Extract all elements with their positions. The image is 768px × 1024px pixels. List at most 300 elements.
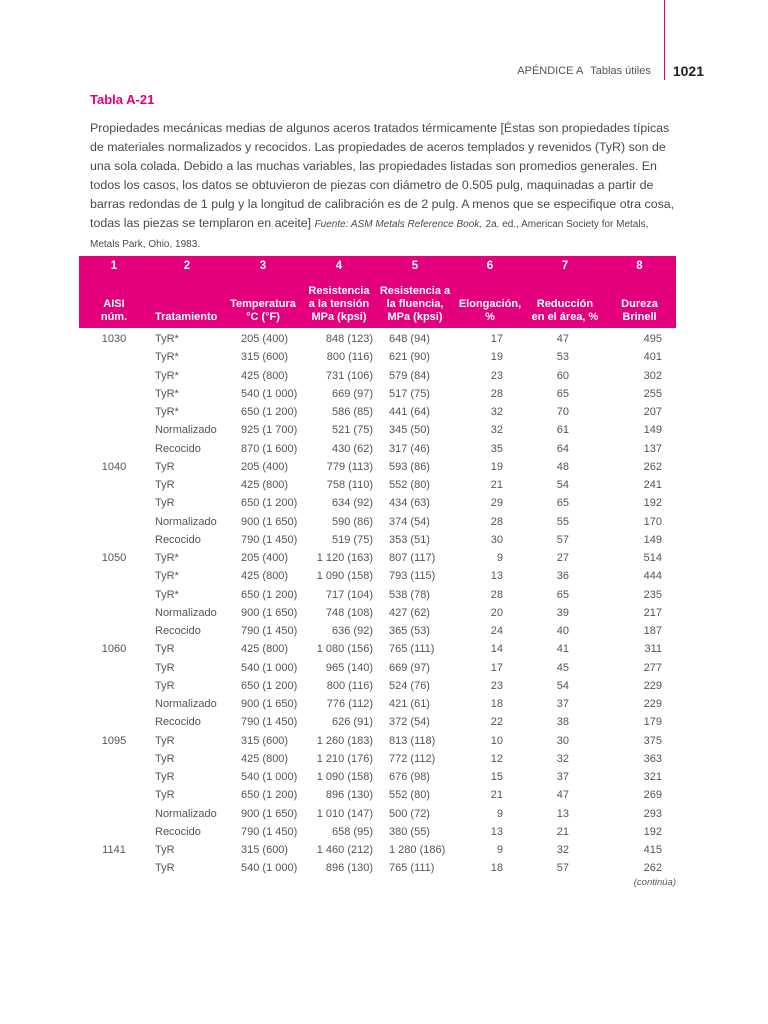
cell-elongation: 29: [490, 497, 503, 510]
cell-area-reduction: 38: [556, 716, 569, 729]
cell-treatment: Normalizado: [155, 606, 217, 619]
cell-aisi: [79, 604, 149, 622]
cell-yield: 793 (115): [389, 570, 436, 583]
cell-hardness: 321: [643, 771, 662, 784]
cell-yield: 1 280 (186): [389, 844, 446, 857]
cell-temperature: 315 (600): [241, 351, 289, 364]
cell-yield: 372 (54): [389, 716, 430, 729]
cell-hardness: 311: [644, 643, 662, 656]
cell-treatment: Recocido: [155, 442, 201, 455]
cell-elongation: 21: [490, 479, 503, 492]
cell-tensile: 1 210 (176): [316, 752, 373, 765]
cell-tensile: 1 080 (156): [316, 643, 373, 656]
cell-tensile: 636 (92): [332, 625, 373, 638]
cell-elongation: 9: [496, 552, 503, 565]
cell-temperature: 650 (1 200): [241, 789, 298, 802]
cell-aisi: [79, 659, 149, 677]
cell-hardness: 302: [643, 369, 662, 382]
table-row: [79, 713, 676, 731]
cell-area-reduction: 47: [556, 789, 569, 802]
cell-yield: 345 (50): [389, 424, 430, 437]
cell-treatment: TyR*: [155, 387, 179, 400]
cell-hardness: 255: [643, 387, 662, 400]
cell-hardness: 170: [643, 515, 662, 528]
cell-tensile: 634 (92): [332, 497, 373, 510]
cell-elongation: 19: [490, 460, 503, 473]
cell-temperature: 900 (1 650): [241, 807, 298, 820]
table-row: [79, 494, 676, 512]
cell-tensile: 1 090 (158): [316, 771, 373, 784]
cell-elongation: 10: [490, 734, 503, 747]
cell-temperature: 425 (800): [241, 752, 289, 765]
cell-treatment: TyR: [155, 460, 175, 473]
cell-area-reduction: 47: [556, 333, 569, 346]
cell-temperature: 925 (1 700): [241, 424, 298, 437]
cell-yield: 353 (51): [389, 533, 430, 546]
header-section: APÉNDICE A: [517, 65, 584, 77]
table-row: [79, 622, 676, 640]
cell-yield: 772 (112): [389, 752, 436, 765]
table-row: [79, 458, 676, 476]
column-header-yield-strength: Resistencia a la fluencia, MPa (kpsi): [379, 285, 451, 323]
cell-temperature: 650 (1 200): [241, 679, 298, 692]
cell-elongation: 24: [490, 625, 503, 638]
cell-hardness: 293: [643, 807, 662, 820]
cell-treatment: TyR: [155, 643, 175, 656]
cell-hardness: 187: [643, 625, 662, 638]
cell-elongation: 32: [490, 424, 503, 437]
column-number-row: [79, 256, 676, 276]
cell-elongation: 23: [490, 369, 503, 382]
table-row: [79, 385, 676, 403]
cell-treatment: Normalizado: [155, 698, 217, 711]
cell-aisi: [79, 494, 149, 512]
table-row: [79, 348, 676, 366]
cell-aisi: [79, 713, 149, 731]
cell-temperature: 425 (800): [241, 369, 289, 382]
cell-area-reduction: 39: [556, 606, 569, 619]
cell-temperature: 540 (1 000): [241, 661, 298, 674]
cell-tensile: 1 120 (163): [316, 552, 373, 565]
cell-area-reduction: 41: [556, 643, 569, 656]
cell-yield: 434 (63): [389, 497, 430, 510]
cell-hardness: 229: [643, 679, 662, 692]
cell-yield: 441 (64): [389, 406, 430, 419]
cell-temperature: 790 (1 450): [241, 716, 298, 729]
cell-area-reduction: 45: [556, 661, 569, 674]
table-row: [79, 440, 676, 458]
running-header: [517, 62, 704, 80]
cell-elongation: 30: [490, 533, 503, 546]
cell-yield: 365 (53): [389, 625, 430, 638]
table-row: [79, 677, 676, 695]
cell-temperature: 315 (600): [241, 844, 289, 857]
column-number: 3: [259, 260, 267, 272]
cell-tensile: 758 (110): [326, 479, 373, 492]
cell-elongation: 12: [490, 752, 503, 765]
cell-treatment: TyR*: [155, 351, 179, 364]
cell-hardness: 179: [643, 716, 662, 729]
cell-tensile: 669 (97): [332, 387, 373, 400]
cell-aisi: [79, 403, 149, 421]
cell-treatment: Normalizado: [155, 515, 217, 528]
cell-treatment: TyR: [155, 771, 175, 784]
cell-temperature: 650 (1 200): [241, 406, 298, 419]
cell-temperature: 205 (400): [241, 460, 289, 473]
cell-elongation: 17: [490, 333, 503, 346]
cell-yield: 621 (90): [389, 351, 430, 364]
table-row: [79, 823, 676, 841]
cell-tensile: 800 (116): [326, 679, 373, 692]
column-number: 6: [486, 260, 494, 272]
cell-temperature: 205 (400): [241, 333, 289, 346]
cell-aisi: [79, 695, 149, 713]
cell-treatment: TyR: [155, 752, 175, 765]
cell-yield: 579 (84): [389, 369, 430, 382]
cell-yield: 517 (75): [389, 387, 430, 400]
cell-area-reduction: 55: [556, 515, 569, 528]
cell-hardness: 229: [643, 698, 662, 711]
properties-table: [79, 256, 676, 878]
column-header-temperature: Temperatura °C (°F): [230, 298, 296, 323]
column-header-area-reduction: Reducción en el área, %: [531, 298, 599, 323]
column-number: 7: [561, 260, 569, 272]
cell-treatment: Recocido: [155, 825, 201, 838]
cell-elongation: 21: [490, 789, 503, 802]
cell-area-reduction: 21: [556, 825, 569, 838]
cell-hardness: 363: [643, 752, 662, 765]
table-row: [79, 476, 676, 494]
column-header-elongation: Elongación, %: [458, 298, 522, 323]
cell-area-reduction: 65: [556, 387, 569, 400]
column-number: 1: [110, 260, 118, 272]
cell-temperature: 870 (1 600): [241, 442, 298, 455]
cell-aisi: [79, 567, 149, 585]
cell-temperature: 425 (800): [241, 479, 289, 492]
cell-hardness: 277: [643, 661, 662, 674]
continues-note: (continúa): [633, 877, 676, 888]
cell-aisi: [79, 531, 149, 549]
cell-yield: 765 (111): [389, 862, 435, 875]
cell-elongation: 13: [490, 570, 503, 583]
table-row: [79, 513, 676, 531]
cell-area-reduction: 32: [556, 752, 569, 765]
cell-yield: 807 (117): [389, 552, 436, 565]
cell-area-reduction: 60: [556, 369, 569, 382]
cell-hardness: 217: [643, 606, 662, 619]
cell-area-reduction: 32: [556, 844, 569, 857]
cell-yield: 374 (54): [389, 515, 430, 528]
cell-area-reduction: 53: [556, 351, 569, 364]
cell-elongation: 20: [490, 606, 503, 619]
cell-area-reduction: 48: [556, 460, 569, 473]
cell-yield: 524 (76): [389, 679, 430, 692]
cell-area-reduction: 40: [556, 625, 569, 638]
cell-tensile: 748 (108): [325, 606, 373, 619]
table-row: [79, 531, 676, 549]
cell-treatment: TyR: [155, 479, 175, 492]
cell-treatment: Recocido: [155, 533, 201, 546]
cell-treatment: TyR: [155, 734, 175, 747]
cell-hardness: 415: [643, 844, 662, 857]
cell-tensile: 658 (95): [332, 825, 373, 838]
cell-temperature: 790 (1 450): [241, 533, 298, 546]
cell-hardness: 269: [643, 789, 662, 802]
cell-temperature: 790 (1 450): [241, 825, 298, 838]
cell-yield: 552 (80): [389, 789, 430, 802]
cell-area-reduction: 65: [556, 588, 569, 601]
cell-aisi: 1030: [101, 333, 127, 346]
cell-tensile: 779 (113): [326, 460, 373, 473]
cell-elongation: 15: [490, 771, 503, 784]
cell-elongation: 9: [496, 844, 503, 857]
page-number: 1021: [664, 62, 704, 80]
cell-elongation: 32: [490, 406, 503, 419]
table-row: [79, 421, 676, 439]
cell-yield: 538 (78): [389, 588, 430, 601]
cell-hardness: 235: [643, 588, 662, 601]
cell-elongation: 18: [490, 862, 503, 875]
table-title: Tabla A-21: [90, 92, 155, 107]
cell-tensile: 1 090 (158): [316, 570, 373, 583]
table-row: [79, 786, 676, 804]
cell-yield: 669 (97): [389, 661, 430, 674]
cell-area-reduction: 54: [556, 479, 569, 492]
cell-elongation: 28: [490, 588, 503, 601]
cell-temperature: 425 (800): [241, 570, 289, 583]
cell-yield: 552 (80): [389, 479, 430, 492]
cell-area-reduction: 37: [556, 771, 569, 784]
caption-source-rest: 2a. ed., American Society for Metals, Metals Park, Ohio, 1983.: [90, 219, 649, 250]
cell-aisi: [79, 367, 149, 385]
cell-area-reduction: 37: [556, 698, 569, 711]
cell-yield: 676 (98): [389, 771, 430, 784]
cell-elongation: 22: [490, 716, 503, 729]
cell-treatment: TyR*: [155, 552, 179, 565]
cell-tensile: 896 (130): [325, 862, 373, 875]
cell-temperature: 650 (1 200): [241, 588, 298, 601]
cell-treatment: Normalizado: [155, 807, 217, 820]
cell-elongation: 13: [490, 825, 503, 838]
caption-text: Propiedades mecánicas medias de algunos aceros tratados térmicamente [Éstas son propiedades típicas de materiales normalizados y recocidos. Las propiedades de aceros templados y revenidos (TyR) son de una sola colada. Debido a las muchas variables, las propiedades listadas son promedios generales. En todos los casos, los datos se obtuvieron de piezas con diámetro de 0.505 pulg, maquinadas a partir de barras redondas de 1 pulg y la longitud de calibración es de 2 pulg. A menos que se especifique otra cosa, todas las piezas se templaron en aceite]: [90, 121, 675, 230]
cell-area-reduction: 54: [556, 679, 569, 692]
cell-hardness: 401: [643, 351, 662, 364]
cell-area-reduction: 61: [556, 424, 569, 437]
cell-area-reduction: 64: [556, 442, 569, 455]
cell-elongation: 19: [490, 351, 503, 364]
cell-treatment: TyR*: [155, 570, 179, 583]
cell-hardness: 444: [643, 570, 662, 583]
cell-tensile: 731 (106): [325, 369, 373, 382]
cell-elongation: 9: [496, 807, 503, 820]
column-number: 8: [636, 260, 643, 272]
cell-area-reduction: 36: [556, 570, 569, 583]
cell-elongation: 28: [490, 387, 503, 400]
cell-aisi: 1040: [101, 460, 127, 473]
cell-treatment: TyR: [155, 844, 175, 857]
cell-aisi: 1095: [101, 734, 127, 747]
cell-elongation: 23: [490, 679, 503, 692]
cell-temperature: 315 (600): [241, 734, 289, 747]
cell-aisi: [79, 622, 149, 640]
cell-tensile: 1 260 (183): [316, 734, 373, 747]
table-body: [79, 328, 676, 878]
cell-yield: 317 (46): [389, 442, 430, 455]
cell-tensile: 717 (104): [325, 588, 373, 601]
column-number: 2: [183, 260, 191, 272]
cell-hardness: 137: [643, 442, 662, 455]
table-row: [79, 604, 676, 622]
column-number: 4: [335, 260, 343, 272]
cell-treatment: TyR*: [155, 369, 179, 382]
cell-temperature: 900 (1 650): [241, 698, 298, 711]
cell-yield: 380 (55): [389, 825, 430, 838]
cell-temperature: 650 (1 200): [241, 497, 298, 510]
table-row: [79, 567, 676, 585]
cell-treatment: TyR: [155, 661, 175, 674]
cell-tensile: 896 (130): [325, 789, 373, 802]
cell-elongation: 14: [490, 643, 503, 656]
column-header-aisi: AISI núm.: [100, 298, 128, 323]
cell-tensile: 626 (91): [332, 716, 373, 729]
cell-tensile: 776 (112): [326, 698, 373, 711]
cell-treatment: TyR*: [155, 588, 179, 601]
cell-yield: 765 (111): [389, 643, 435, 656]
cell-temperature: 205 (400): [241, 552, 289, 565]
header-subsection: Tablas útiles: [590, 65, 651, 77]
caption-source-label: Fuente: ASM Metals Reference Book,: [314, 219, 483, 230]
cell-hardness: 262: [643, 460, 662, 473]
cell-tensile: 586 (85): [332, 406, 373, 419]
table-row: [79, 586, 676, 604]
cell-hardness: 149: [643, 424, 662, 437]
cell-aisi: [79, 586, 149, 604]
table-row: [79, 659, 676, 677]
cell-aisi: [79, 768, 149, 786]
column-number: 5: [411, 260, 419, 272]
cell-tensile: 590 (86): [332, 515, 373, 528]
cell-aisi: [79, 805, 149, 823]
cell-aisi: [79, 823, 149, 841]
cell-area-reduction: 65: [556, 497, 569, 510]
cell-hardness: 207: [643, 406, 662, 419]
table-row: [79, 549, 676, 567]
cell-hardness: 495: [643, 333, 662, 346]
cell-tensile: 800 (116): [326, 351, 373, 364]
cell-aisi: [79, 476, 149, 494]
cell-temperature: 540 (1 000): [241, 862, 298, 875]
cell-treatment: TyR: [155, 679, 175, 692]
cell-aisi: [79, 385, 149, 403]
cell-area-reduction: 57: [556, 533, 569, 546]
cell-tensile: 521 (75): [332, 424, 373, 437]
table-row: [79, 695, 676, 713]
cell-hardness: 149: [643, 533, 662, 546]
cell-yield: 427 (62): [389, 606, 430, 619]
cell-aisi: [79, 786, 149, 804]
cell-hardness: 514: [643, 552, 662, 565]
cell-temperature: 425 (800): [241, 643, 289, 656]
cell-temperature: 790 (1 450): [241, 625, 298, 638]
cell-aisi: [79, 677, 149, 695]
cell-treatment: TyR*: [155, 333, 179, 346]
cell-treatment: TyR: [155, 862, 175, 875]
cell-hardness: 192: [643, 825, 662, 838]
cell-treatment: Normalizado: [155, 424, 217, 437]
cell-tensile: 1 460 (212): [316, 844, 373, 857]
cell-area-reduction: 13: [556, 807, 569, 820]
cell-area-reduction: 70: [556, 406, 569, 419]
cell-elongation: 18: [490, 698, 503, 711]
cell-yield: 593 (86): [389, 460, 430, 473]
cell-yield: 648 (94): [389, 333, 430, 346]
table-row: [79, 640, 676, 658]
cell-hardness: 262: [643, 862, 662, 875]
cell-tensile: 430 (62): [332, 442, 373, 455]
table-row: [79, 403, 676, 421]
cell-aisi: 1050: [101, 552, 127, 565]
cell-treatment: TyR*: [155, 406, 179, 419]
cell-hardness: 375: [643, 734, 662, 747]
cell-aisi: [79, 348, 149, 366]
cell-yield: 813 (118): [389, 734, 436, 747]
cell-treatment: Recocido: [155, 625, 201, 638]
column-header-row: [79, 276, 676, 328]
cell-aisi: 1141: [102, 844, 126, 857]
table-row: [79, 805, 676, 823]
cell-tensile: 965 (140): [325, 661, 373, 674]
column-header-tensile-strength: Resistencia a la tensión MPa (kpsi): [308, 285, 370, 323]
table-row: [79, 859, 676, 877]
table-row: [79, 732, 676, 750]
cell-area-reduction: 30: [556, 734, 569, 747]
cell-area-reduction: 27: [556, 552, 569, 565]
cell-elongation: 17: [490, 661, 503, 674]
cell-yield: 500 (72): [389, 807, 430, 820]
cell-treatment: Recocido: [155, 716, 201, 729]
table-row: [79, 841, 676, 859]
cell-temperature: 540 (1 000): [241, 387, 298, 400]
cell-aisi: [79, 513, 149, 531]
cell-elongation: 35: [490, 442, 503, 455]
cell-temperature: 900 (1 650): [241, 515, 298, 528]
cell-aisi: [79, 750, 149, 768]
table-row: [79, 750, 676, 768]
table-row: [79, 768, 676, 786]
cell-hardness: 192: [643, 497, 662, 510]
cell-tensile: 1 010 (147): [316, 807, 373, 820]
cell-tensile: 519 (75): [332, 533, 373, 546]
cell-treatment: TyR: [155, 497, 175, 510]
cell-temperature: 900 (1 650): [241, 606, 298, 619]
column-header-brinell-hardness: Dureza Brinell: [621, 298, 658, 323]
column-header-treatment: Tratamiento: [155, 311, 218, 323]
cell-aisi: 1060: [101, 643, 127, 656]
cell-aisi: [79, 421, 149, 439]
cell-temperature: 540 (1 000): [241, 771, 298, 784]
cell-tensile: 848 (123): [325, 333, 373, 346]
cell-aisi: [79, 859, 149, 877]
table-row: [79, 328, 676, 348]
table-row: [79, 367, 676, 385]
table-caption: [90, 119, 680, 254]
cell-hardness: 241: [643, 479, 662, 492]
cell-yield: 421 (61): [389, 698, 430, 711]
cell-area-reduction: 57: [556, 862, 569, 875]
cell-aisi: [79, 440, 149, 458]
cell-treatment: TyR: [155, 789, 175, 802]
cell-elongation: 28: [490, 515, 503, 528]
